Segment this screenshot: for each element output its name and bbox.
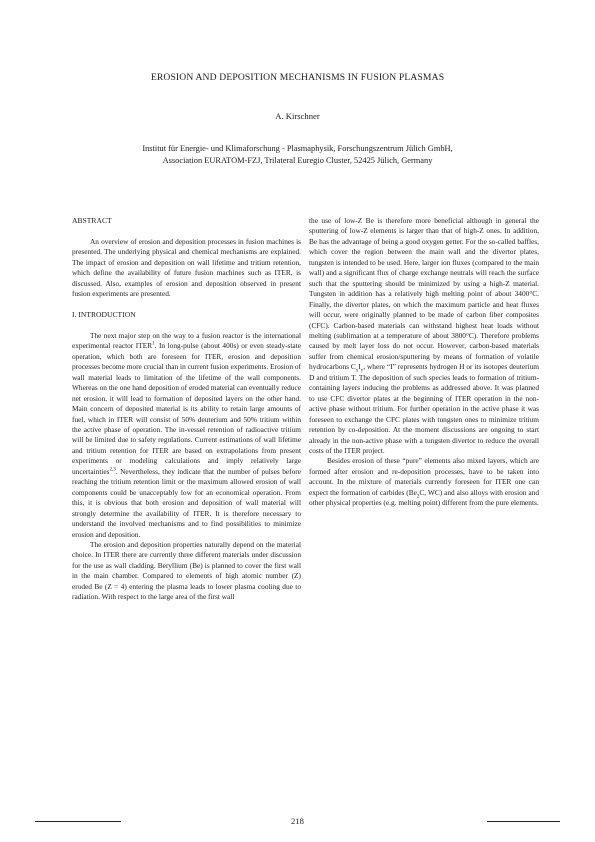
author-name: A. Kirschner [275, 111, 320, 121]
right-column [309, 216, 539, 509]
abstract-heading: ABSTRACT [72, 216, 112, 225]
intro-p3-text-b: , where “I” represents hydrogen H or its isotopes deuterium D and tritium T. The deposition of such species leads to formation of tritium-containing layers inducing the problems as addressed above. It was planned to use CFC divertor plates at the beginning of ITER operation in the non-active phase without tritium. For further operation in the active phase it was foreseen to exchange the CFC plates with tungsten ones to minimize tritium retention by co-deposition. At the moment discussions are ongoing to start already in the non-active phase with a tungsten divertor to reduce the overall costs of the ITER project. [309, 362, 539, 455]
affiliation-line-2: Association EURATOM-FZJ, Trilateral Euregio Cluster, 52425 Jülich, Germany [162, 156, 433, 165]
reference-1: 1 [152, 341, 155, 347]
subscript-y: y [360, 368, 364, 374]
intro-p4-text-a: Besides erosion of these “pure” elements also mixed layers, which are formed after erosion and re-deposition processes, have to be taken into account. In the mixture of materials currently foreseen for ITER one can expect the formation of carbides (Be [309, 456, 539, 497]
intro-p1-text-c: . Nevertheless, they indicate that the number of pulses before reaching the tritium retention limit or the maximum allowed erosion of wall components could be unacceptably low for an economical operation. From this, it is obvious that both erosion and deposition of wall material will strongly determine the availability of ITER. It is therefore necessary to understand the involved mechanisms and to find possibilities to minimize erosion and deposition. [72, 466, 301, 539]
intro-p1-text-b: . In long-pulse (about 400s) or even steady-state operation, which both are foreseen for ITER, erosion and deposition processes become more crucial than in current fusion experiments. Erosion of wall material leads to limitation of the lifetime of the wall components. Whereas on the one hand deposition of eroded material can eventually reduce net erosion, it will lead to formation of deposited layers on the other hand. Main concern of deposited material is its ability to retain large amounts of fuel, which in ITER will consist of 50% deuterium and 50% tritium within the active phase of operation. The in-vessel retention of radioactive tritium will be limited due to safety regulations. Current estimations of wall lifetime and tritium retention for ITER are based on extrapolations from present experiments or modeling calculations and imply relatively large uncertainties [72, 341, 301, 476]
reference-2-3: 2,3 [109, 467, 116, 473]
footer-rule-right [487, 821, 560, 822]
intro-p4-text-b: C, WC) and also alloys with erosion and other physical properties (e.g. melting point) different from the pure elements. [309, 487, 539, 508]
affiliation [0, 143, 595, 167]
intro-paragraph-1 [72, 331, 301, 540]
introduction-heading: I. INTRODUCTION [72, 310, 136, 320]
abstract-text: An overview of erosion and deposition processes in fusion machines is presented. The underlying physical and chemical mechanisms are explained. The impact of erosion and deposition on wall lifetime and tritium retention, which define the availability of future fusion machines such as ITER, is discussed. Also, examples of erosion and deposition observed in present fusion experiments are presented. [72, 236, 301, 299]
left-column [72, 216, 301, 603]
subscript-x: x [355, 368, 359, 374]
paper-title: EROSION AND DEPOSITION MECHANISMS IN FUSION PLASMAS [150, 72, 445, 83]
hydrogen-isotope-symbol: I [358, 362, 361, 372]
affiliation-line-1: Institut für Energie- und Klimaforschung - Plasmaphysik, Forschungszentrum Jülich GmbH, [142, 144, 453, 153]
intro-p3-text-a: the use of low-Z Be is therefore more beneficial although in general the sputtering of low-Z elements is larger than that of high-Z ones. In addition, Be has the advantage of being a good oxygen getter. For the so-called baffles, which cover the region between the main wall and the divertor plates, tungsten is intended to be used. Here, larger ion fluxes (compared to the main wall) and a significant flux of charge exchange neutrals will reach the surface such that the sputtering should be minimized by using a high-Z material. Tungsten in addition has a relatively high melting point of about 3400°C. Finally, the divertor plates, on which the maximum particle and heat fluxes will occur, were originally planned to be made of carbon fiber composites (CFC). Carbon-based materials can withstand highest heat loads without melting (sublimation at a temperature of about 3800°C). Therefore problems caused by melt layer loss do not occur. However, carbon-based materials suffer from chemical erosion/sputtering by means of formation of volatile hydrocarbons C [309, 216, 539, 372]
intro-paragraph-3 [309, 216, 539, 456]
intro-paragraph-2: The erosion and deposition properties naturally depend on the material choice. In ITER there are currently three different materials under discussion for the use as wall cladding. Beryllium (Be) is planned to cover the first wall in the main chamber. Compared to elements of high atomic number (Z) eroded Be (Z = 4) entering the plasma leads to lower plasma cooling due to radiation. With respect to the large area of the first wall [72, 540, 301, 602]
subscript-2: 2 [416, 494, 420, 500]
intro-paragraph-4 [309, 456, 539, 508]
page-number: 218 [291, 816, 304, 826]
intro-p1-text-a: The next major step on the way to a fusion reactor is the international experimental reactor ITER [72, 330, 301, 351]
